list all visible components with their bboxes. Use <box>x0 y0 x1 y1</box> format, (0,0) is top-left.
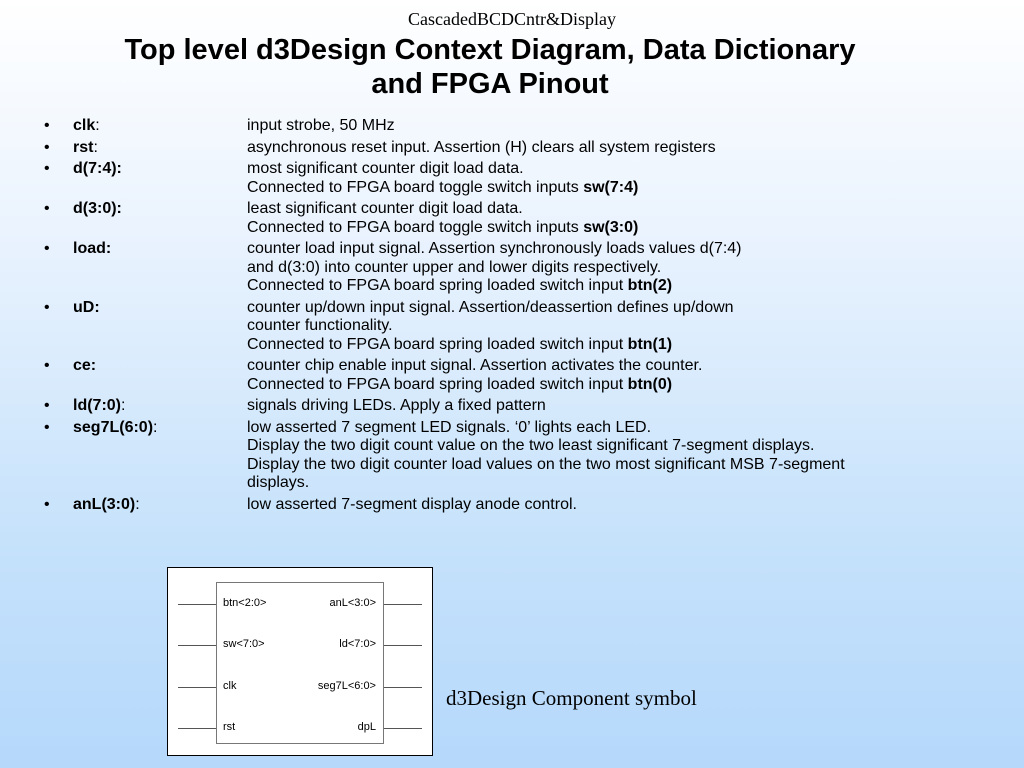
description-line <box>247 397 1014 416</box>
bullet-icon: • <box>44 397 50 414</box>
signal-name <box>73 200 122 219</box>
pin-assignment: sw(7:4) <box>583 178 639 196</box>
description-text: counter load input signal. Assertion synchronously loads values d(7:4) <box>247 240 742 257</box>
dictionary-item <box>44 357 1014 394</box>
description-line <box>247 419 1014 438</box>
description-text: Display the two digit counter load values on the two most significant MSB 7-segment <box>247 455 845 473</box>
output-pin-line <box>384 687 422 688</box>
description-line <box>247 357 1014 376</box>
dictionary-item <box>44 419 1014 493</box>
slide-header: CascadedBCDCntr&Display <box>408 9 616 29</box>
description-text: counter up/down input signal. Assertion/deassertion defines up/down <box>247 298 734 316</box>
title-line-2: and FPGA Pinout <box>371 68 609 100</box>
signal-name-text: clk <box>73 117 96 134</box>
input-pin-line <box>178 687 216 688</box>
bullet-icon: • <box>44 240 50 257</box>
bullet-icon: • <box>44 200 50 217</box>
input-pin-label: clk <box>223 680 237 692</box>
description-text: displays. <box>247 474 310 491</box>
description-line <box>247 336 1014 355</box>
signal-description <box>247 139 1014 158</box>
signal-name-text: d(3:0): <box>73 200 122 217</box>
output-pin-label: anL<3:0> <box>329 597 376 609</box>
description-line <box>247 456 1014 475</box>
dictionary-item <box>44 397 1014 416</box>
description-text: least significant counter digit load data. <box>247 200 523 217</box>
bullet-icon: • <box>44 357 50 374</box>
signal-name-suffix: : <box>93 138 98 156</box>
description-text: most significant counter digit load data. <box>247 160 524 177</box>
description-text: Connected to FPGA board spring loaded switch input <box>247 335 628 353</box>
bullet-icon: • <box>44 495 50 513</box>
data-dictionary-list <box>44 117 1014 517</box>
description-text: Connected to FPGA board spring loaded switch input <box>247 375 628 393</box>
signal-name-text: ld(7:0) <box>73 397 121 414</box>
bullet-icon: • <box>44 418 50 436</box>
input-pin-label: btn<2:0> <box>223 597 267 609</box>
description-text: low asserted 7 segment LED signals. ‘0’ lights each LED. <box>247 418 652 436</box>
bullet-icon: • <box>44 117 50 134</box>
input-pin-label: rst <box>223 721 236 733</box>
description-text: Connected to FPGA board toggle switch inputs <box>247 178 584 196</box>
dictionary-item <box>44 117 1014 136</box>
input-pin-label: sw<7:0> <box>223 638 265 650</box>
signal-name-text: anL(3:0) <box>73 495 136 513</box>
signal-description <box>247 397 1014 416</box>
signal-description <box>247 419 1014 493</box>
description-line <box>247 200 1014 219</box>
dictionary-item <box>44 299 1014 355</box>
symbol-caption: d3Design Component symbol <box>446 686 697 710</box>
signal-name <box>73 240 111 259</box>
description-line <box>247 179 1014 198</box>
signal-description <box>247 117 1014 136</box>
description-text: input strobe, 50 MHz <box>247 117 395 134</box>
signal-description <box>247 160 1014 197</box>
output-pin-line <box>384 604 422 605</box>
description-line <box>247 139 1014 158</box>
signal-name-suffix: : <box>135 495 140 513</box>
description-line <box>247 240 1014 259</box>
description-line <box>247 376 1014 395</box>
dictionary-item <box>44 240 1014 296</box>
bullet-icon: • <box>44 138 50 156</box>
description-line <box>247 496 1014 515</box>
signal-name-text: uD: <box>73 298 100 316</box>
description-line <box>247 219 1014 238</box>
input-pin-line <box>178 604 216 605</box>
output-pin-line <box>384 645 422 646</box>
input-pin-line <box>178 645 216 646</box>
title-line-1: Top level d3Design Context Diagram, Data Dictionary <box>124 34 856 66</box>
bullet-icon: • <box>44 160 50 177</box>
description-line <box>247 259 1014 278</box>
bullet-icon: • <box>44 298 50 316</box>
input-pin-line <box>178 728 216 729</box>
signal-name-text: seg7L(6:0) <box>73 418 154 436</box>
description-line <box>247 160 1014 179</box>
description-text: counter chip enable input signal. Assertion activates the counter. <box>247 357 703 374</box>
dictionary-item <box>44 200 1014 237</box>
pin-assignment: btn(2) <box>627 277 673 294</box>
signal-name <box>73 419 157 438</box>
dictionary-item <box>44 139 1014 158</box>
pin-assignment: btn(0) <box>627 375 673 393</box>
output-pin-line <box>384 728 422 729</box>
description-line <box>247 317 1014 336</box>
description-line <box>247 277 1014 296</box>
signal-name-text: load: <box>73 240 112 257</box>
component-symbol-diagram <box>167 567 433 756</box>
description-text: and d(3:0) into counter upper and lower digits respectively. <box>247 258 662 276</box>
signal-name <box>73 299 100 318</box>
description-line <box>247 474 1014 493</box>
description-line <box>247 117 1014 136</box>
signal-description <box>247 240 1014 296</box>
pin-assignment: sw(3:0) <box>583 218 639 236</box>
description-text: Connected to FPGA board spring loaded switch input <box>247 277 628 294</box>
signal-name-text: d(7:4): <box>73 160 122 177</box>
output-pin-label: ld<7:0> <box>339 638 376 650</box>
signal-name-suffix: : <box>95 117 100 134</box>
pin-assignment: btn(1) <box>627 335 673 353</box>
signal-name <box>73 496 140 515</box>
dictionary-item <box>44 160 1014 197</box>
output-pin-label: seg7L<6:0> <box>317 680 376 692</box>
description-text: asynchronous reset input. Assertion (H) clears all system registers <box>247 138 716 156</box>
signal-name-text: ce: <box>73 357 97 374</box>
dictionary-item <box>44 496 1014 515</box>
description-text: signals driving LEDs. Apply a fixed pattern <box>247 397 546 414</box>
signal-description <box>247 200 1014 237</box>
signal-description <box>247 357 1014 394</box>
signal-name-text: rst <box>73 138 94 156</box>
slide-title <box>0 33 980 101</box>
description-line <box>247 437 1014 456</box>
description-text: Connected to FPGA board toggle switch inputs <box>247 218 584 236</box>
signal-name-suffix: : <box>121 397 126 414</box>
signal-name <box>73 139 98 158</box>
signal-name <box>73 117 100 136</box>
description-text: low asserted 7-segment display anode control. <box>247 495 577 513</box>
signal-name <box>73 357 96 376</box>
output-pin-label: dpL <box>357 721 376 733</box>
signal-description <box>247 496 1014 515</box>
signal-description <box>247 299 1014 355</box>
description-text: Display the two digit count value on the two least significant 7-segment displays. <box>247 437 815 454</box>
description-line <box>247 299 1014 318</box>
signal-name-suffix: : <box>153 418 158 436</box>
description-text: counter functionality. <box>247 317 393 334</box>
signal-name <box>73 160 122 179</box>
signal-name <box>73 397 125 416</box>
